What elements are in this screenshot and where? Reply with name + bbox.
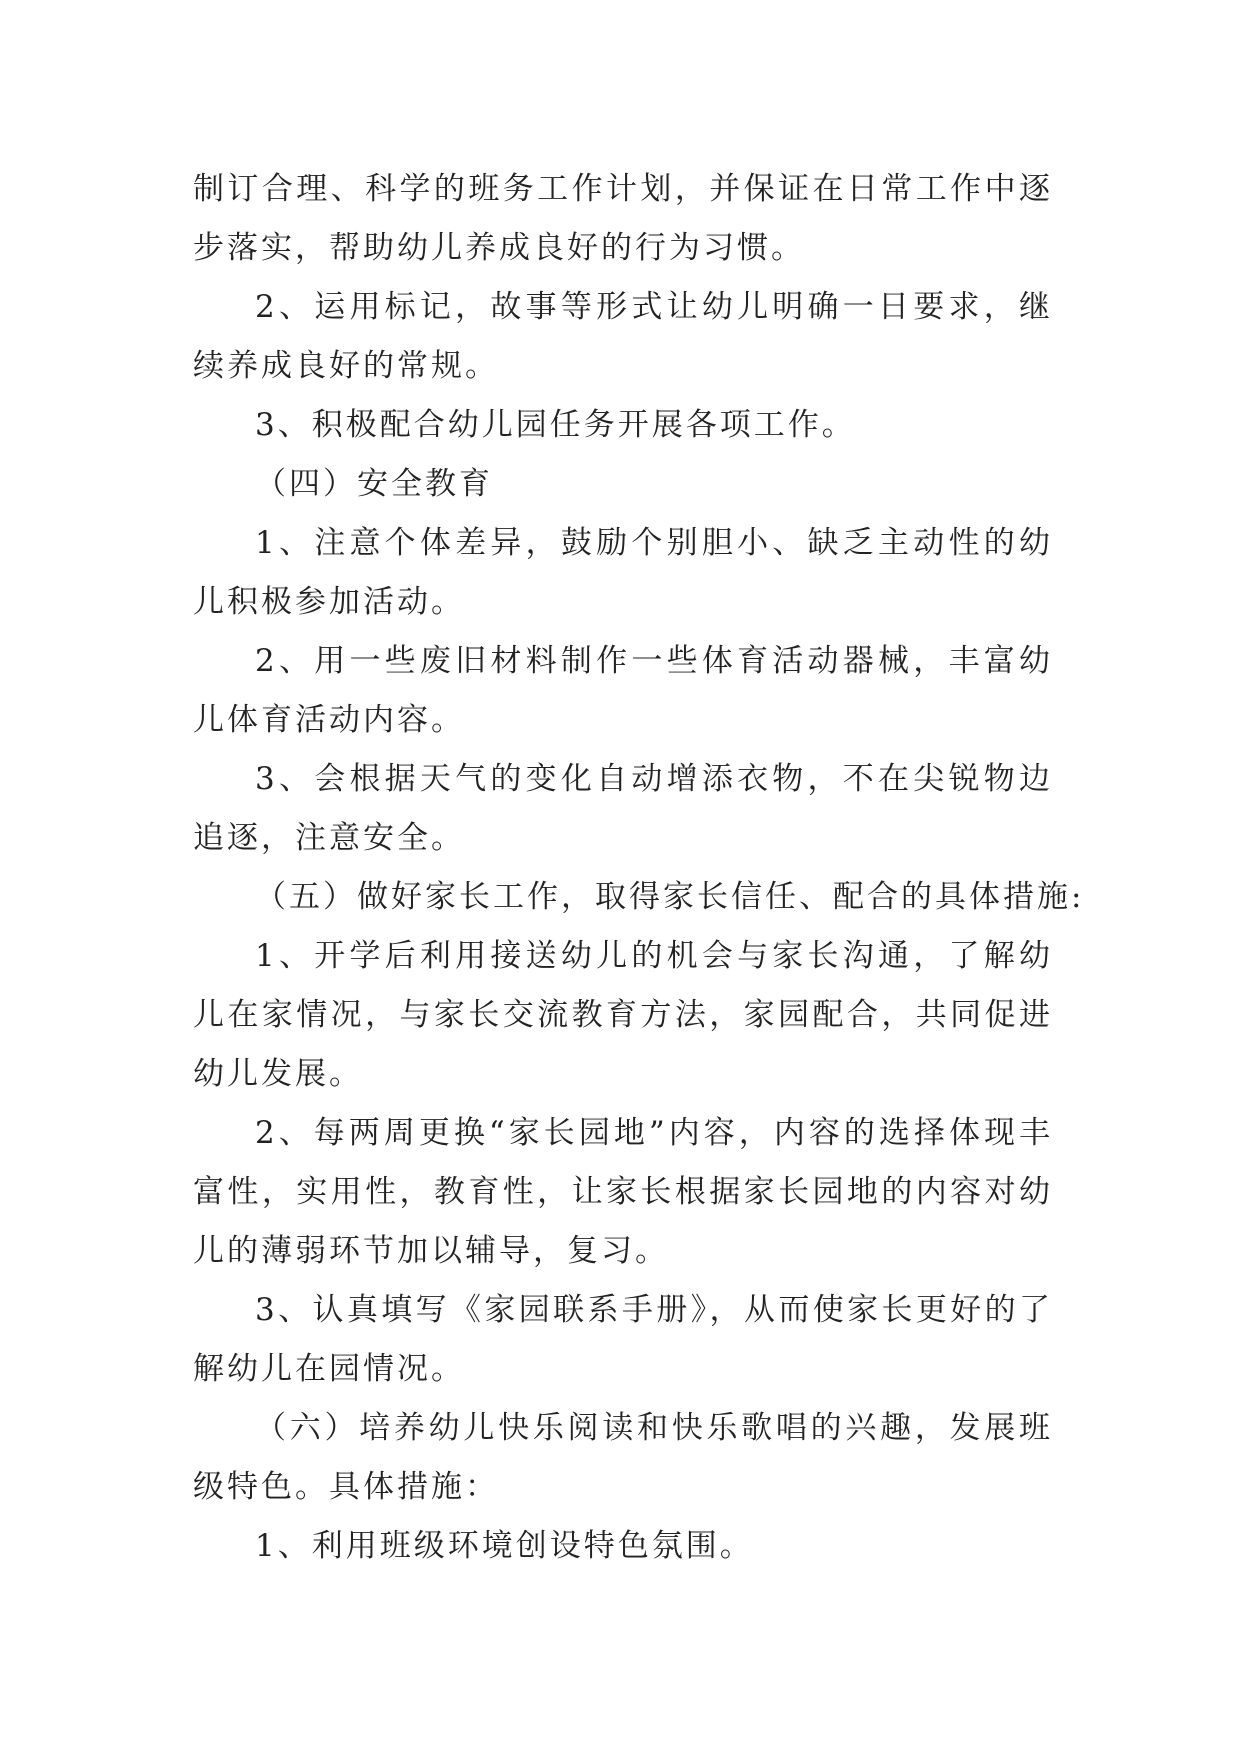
- paragraph-parents-item-2: 2、每两周更换“家长园地”内容，内容的选择体现丰富性，实用性，教育性，让家长根据家长园地的内容对幼儿的薄弱环节加以辅导，复习。: [193, 1115, 1053, 1269]
- section-heading-safety: （四）安全教育: [255, 466, 493, 502]
- paragraph-item-2-routine: 2、运用标记，故事等形式让幼儿明确一日要求，继续养成良好的常规。: [193, 289, 1053, 384]
- paragraph-continuation: 制订合理、科学的班务工作计划，并保证在日常工作中逐步落实，帮助幼儿养成良好的行为习惯。: [193, 171, 1053, 266]
- paragraph-safety-item-2: 2、用一些废旧材料制作一些体育活动器械，丰富幼儿体育活动内容。: [193, 643, 1053, 738]
- section-heading-reading-singing: （六）培养幼儿快乐阅读和快乐歌唱的兴趣，发展班级特色。具体措施：: [193, 1410, 1053, 1505]
- paragraph-safety-item-3: 3、会根据天气的变化自动增添衣物，不在尖锐物边追逐，注意安全。: [193, 761, 1053, 856]
- section-heading-parents: （五）做好家长工作，取得家长信任、配合的具体措施:: [255, 879, 1085, 915]
- paragraph-parents-item-3: 3、认真填写《家园联系手册》，从而使家长更好的了解幼儿在园情况。: [193, 1292, 1053, 1387]
- paragraph-parents-item-1: 1、开学后利用接送幼儿的机会与家长沟通，了解幼儿在家情况，与家长交流教育方法，家园配合，共同促进幼儿发展。: [193, 938, 1053, 1092]
- document-body: [193, 160, 1085, 1576]
- paragraph-item-3-cooperate: 3、积极配合幼儿园任务开展各项工作。: [255, 407, 856, 443]
- paragraph-safety-item-1: 1、注意个体差异，鼓励个别胆小、缺乏主动性的幼儿积极参加活动。: [193, 525, 1053, 620]
- paragraph-reading-item-1: 1、利用班级环境创设特色氛围。: [255, 1528, 754, 1564]
